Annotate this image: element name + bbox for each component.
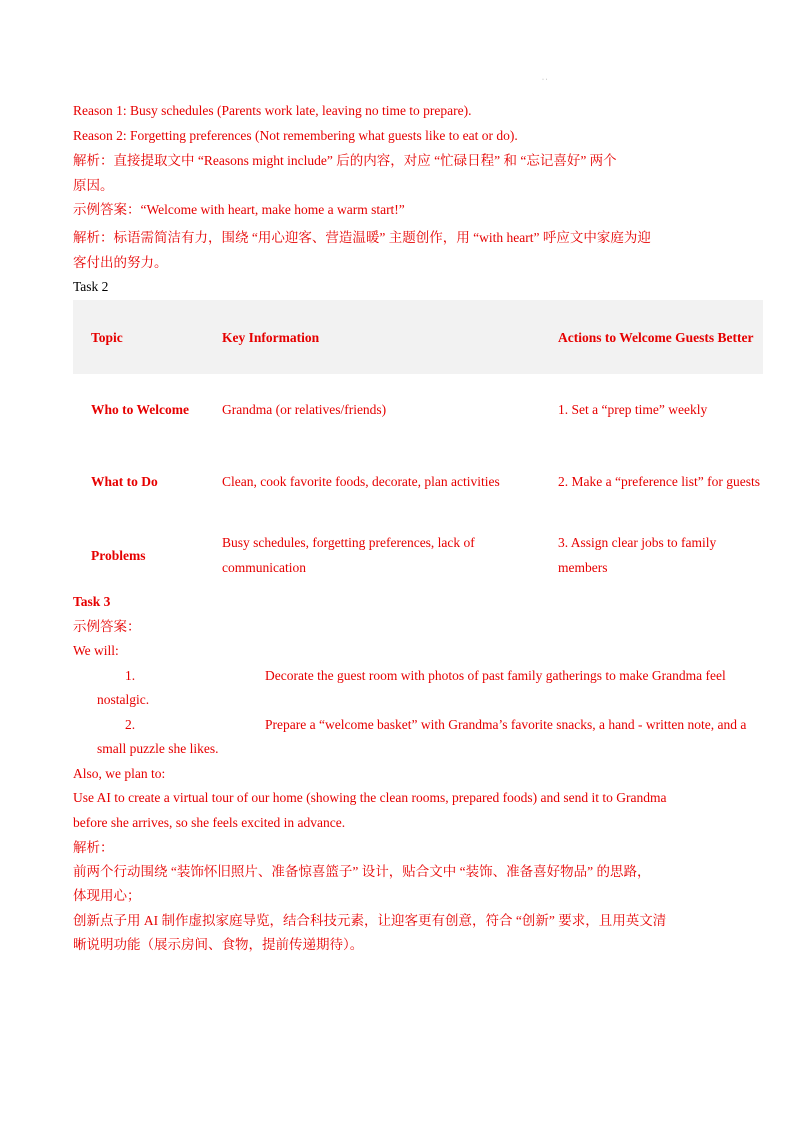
analysis-3-a-line-1: 前两个行动围绕 “装饰怀旧照片、准备惊喜篮子” 设计，贴合文中 “装饰、准备喜好物品” 的思路， xyxy=(73,864,651,879)
analysis-3-b-line-2: 晰说明功能（展示房间、食物，提前传递期待）。 xyxy=(73,937,364,952)
task-3-sample-label: 示例答案： xyxy=(73,619,141,634)
row-info: Clean, cook favorite foods, decorate, plan activities xyxy=(222,473,500,489)
header-actions: Actions to Welcome Guests Better xyxy=(558,300,763,374)
analysis-3-b-line-1: 创新点子用 AI 制作虚拟家庭导览，结合科技元素，让迎客更有创意，符合 “创新” 要求，且用英文清 xyxy=(73,913,667,928)
task-2-table xyxy=(73,300,763,592)
analysis-2-line-1: 解析：标语需简洁有力，围绕 “用心迎客、营造温暖” 主题创作，用 “with heart” 呼应文中家庭为迎 xyxy=(73,230,651,245)
list-item-2-line-2: small puzzle she likes. xyxy=(97,741,219,756)
header-dots: · · xyxy=(542,77,548,83)
row-action: 1. Set a “prep time” weekly xyxy=(558,401,708,417)
header-topic: Topic xyxy=(73,300,222,374)
header-key-information: Key Information xyxy=(222,300,558,374)
list-item-2-line-1 xyxy=(125,716,765,734)
sample-answer-1: 示例答案：“Welcome with heart, make home a warm start!” xyxy=(73,202,405,217)
row-action: 2. Make a “preference list” for guests xyxy=(558,473,761,489)
list-item-1-line-1 xyxy=(125,667,765,685)
row-topic: Who to Welcome xyxy=(91,401,189,417)
task-2-title: Task 2 xyxy=(73,279,109,294)
analysis-1-line-2: 原因。 xyxy=(73,178,114,193)
analysis-3-label: 解析： xyxy=(73,840,114,855)
we-will-label: We will: xyxy=(73,643,119,658)
list-item-text: Prepare a “welcome basket” with Grandma’s favorite snacks, a hand - written note, and a xyxy=(265,717,747,732)
plan-line-1: Use AI to create a virtual tour of our home (showing the clean rooms, prepared foods) and send it to Grandma xyxy=(73,790,667,805)
table-row xyxy=(73,518,763,592)
row-info: Grandma (or relatives/friends) xyxy=(222,401,387,417)
task-3-title: Task 3 xyxy=(73,594,111,609)
analysis-1-line-1: 解析：直接提取文中 “Reasons might include” 后的内容，对应 “忙碌日程” 和 “忘记喜好” 两个 xyxy=(73,153,617,168)
list-item-number: 2. xyxy=(125,717,136,732)
table-header-row xyxy=(73,300,763,374)
row-info: Busy schedules, forgetting preferences, lack of communication xyxy=(222,535,475,575)
list-item-text: Decorate the guest room with photos of past family gatherings to make Grandma feel xyxy=(265,668,726,683)
list-item-1-line-2: nostalgic. xyxy=(97,692,150,707)
analysis-2-line-2: 客付出的努力。 xyxy=(73,255,168,270)
analysis-3-a-line-2: 体现用心； xyxy=(73,888,141,903)
reason-1: Reason 1: Busy schedules (Parents work late, leaving no time to prepare). xyxy=(73,103,472,118)
plan-line-2: before she arrives, so she feels excited in advance. xyxy=(73,815,346,830)
table-row xyxy=(73,444,763,518)
row-action: 3. Assign clear jobs to family members xyxy=(558,535,717,575)
table-row xyxy=(73,374,763,444)
list-item-number: 1. xyxy=(125,668,136,683)
also-plan-label: Also, we plan to: xyxy=(73,766,166,781)
row-topic: What to Do xyxy=(91,473,158,489)
row-topic: Problems xyxy=(91,547,146,563)
reason-2: Reason 2: Forgetting preferences (Not remembering what guests like to eat or do). xyxy=(73,128,518,143)
